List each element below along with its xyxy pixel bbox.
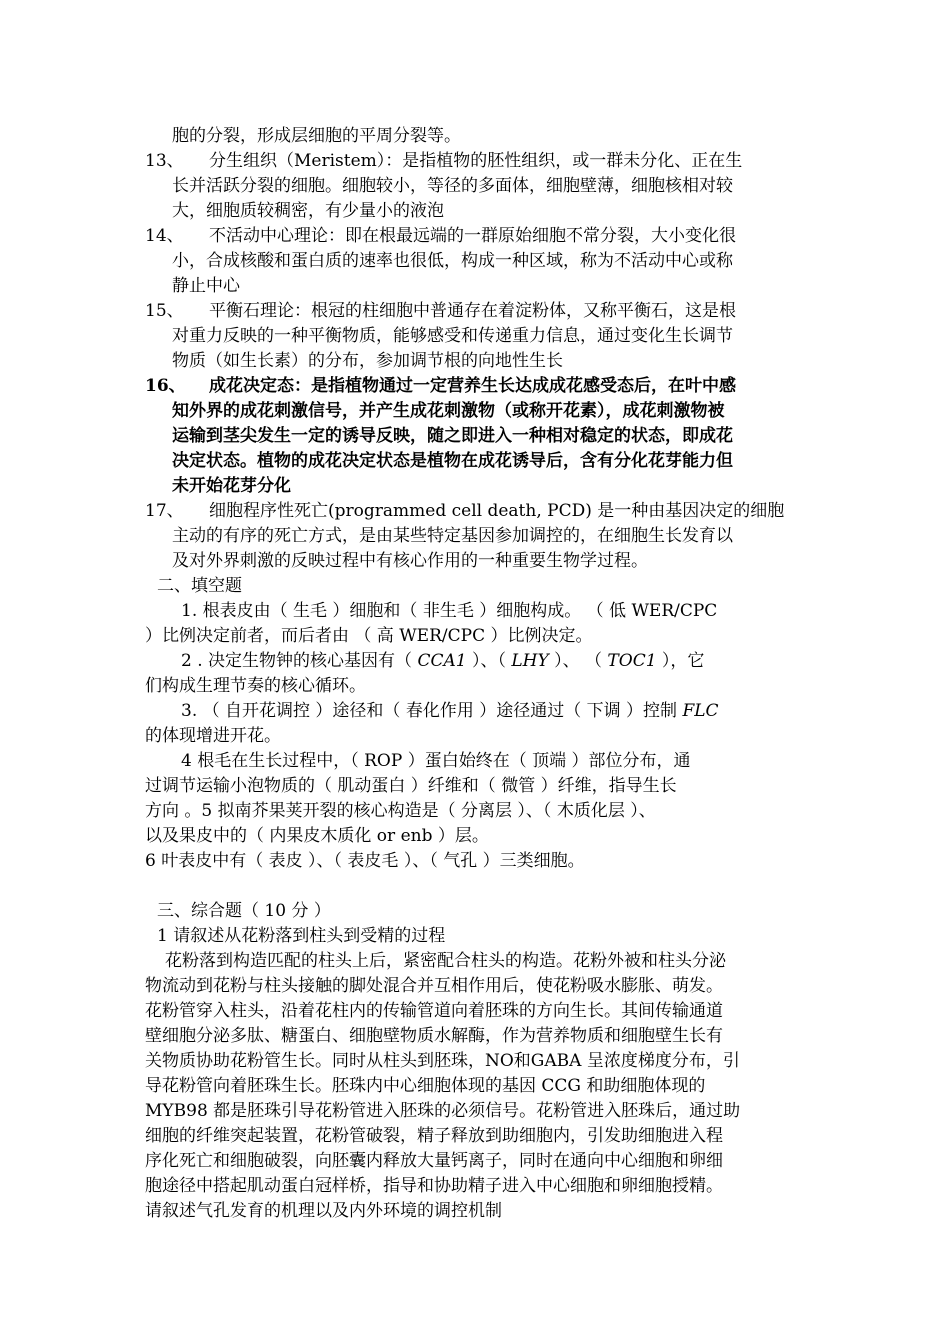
gene-name: FLC — [682, 701, 719, 721]
item-number: 16、 — [145, 376, 186, 396]
question-text: 2 . 决定生物钟的核心基因有（ — [181, 651, 418, 671]
definition-text: 决定状态。植物的成花决定状态是植物在成花诱导后，含有分化花芽能力但 — [172, 451, 733, 471]
answer-text: 序化死亡和细胞破裂，向胚囊内释放大量钙离子，同时在通向中心细胞和卵细 — [145, 1151, 723, 1171]
answer-text: 壁细胞分泌多肽、糖蛋白、细胞壁物质水解酶，作为营养物质和细胞壁生长有 — [145, 1026, 723, 1046]
definition-text: 主动的有序的死亡方式，是由某些特定基因参加调控的，在细胞生长发育以 — [172, 526, 733, 546]
definition-text: 运输到茎尖发生一定的诱导反映，随之即进入一种相对稳定的状态，即成花 — [172, 426, 733, 446]
definition-text: 细胞程序性死亡(programmed cell death, PCD) 是一种由基因决定的细胞 — [209, 501, 785, 521]
question-text: 4 根毛在生长过程中，（ ROP ）蛋白始终在（ 顶端 ）部位分布，通 — [181, 751, 691, 771]
answer-text: MYB98 都是胚珠引导花粉管进入胚珠的必须信号。花粉管进入胚珠后，通过助 — [145, 1101, 741, 1121]
fill-question-2 — [145, 649, 815, 699]
question-text: 过调节运输小泡物质的（ 肌动蛋白 ）纤维和（ 微管 ）纤维，指导生长 — [145, 776, 677, 796]
answer-text: 花粉管穿入柱头，沿着花柱内的传输管道向着胚珠的方向生长。其间传输通道 — [145, 1001, 723, 1021]
definition-text: 及对外界刺激的反映过程中有核心作用的一种重要生物学过程。 — [172, 551, 648, 571]
fill-question-6: 6 叶表皮中有（ 表皮 ）、（ 表皮毛 ）、（ 气孔 ）三类细胞。 — [145, 851, 585, 871]
gene-name: TOC1 — [607, 651, 657, 671]
definition-text: 大，细胞质较稠密，有少量小的液泡 — [172, 201, 444, 221]
blank-line — [145, 874, 815, 899]
fill-question-1 — [145, 599, 815, 649]
definition-15 — [145, 299, 815, 374]
item-number: 14、 — [145, 226, 184, 246]
answer-text: 花粉落到构造匹配的柱头上后，紧密配合柱头的构造。花粉外被和柱头分泌 — [165, 951, 726, 971]
definition-12-tail: 胞的分裂，形成层细胞的平周分裂等。 — [172, 126, 461, 146]
item-number: 15、 — [145, 301, 184, 321]
comprehensive-question-2: 请叙述气孔发育的机理以及内外环境的调控机制 — [145, 1201, 502, 1221]
question-text: 们构成生理节奏的核心循环。 — [145, 676, 366, 696]
definition-text: 平衡石理论：根冠的柱细胞中普通存在着淀粉体，又称平衡石，这是根 — [209, 301, 736, 321]
definition-16 — [145, 374, 815, 499]
question-text: 以及果皮中的（ 内果皮木质化 or enb ）层。 — [145, 826, 489, 846]
definition-text: 静止中心 — [172, 276, 240, 296]
definition-text: 未开始花芽分化 — [172, 476, 291, 496]
section-heading-comprehensive: 三、综合题（ 10 分 ） — [157, 901, 331, 921]
definition-text: 分生组织（Meristem）：是指植物的胚性组织，或一群未分化、正在生 — [209, 151, 743, 171]
question-text: ）、 （ — [548, 651, 608, 671]
fill-question-4-5 — [145, 749, 815, 849]
gene-name: LHY — [511, 651, 549, 671]
item-number: 13、 — [145, 151, 184, 171]
gene-name: CCA1 — [417, 651, 467, 671]
question-text: 方向 。5 拟南芥果荚开裂的核心构造是（ 分离层 ）、（ 木质化层 ）、 — [145, 801, 656, 821]
definition-text: 物质（如生长素）的分布，参加调节根的向地性生长 — [172, 351, 563, 371]
document-body — [145, 124, 815, 1224]
section-heading-fill-in: 二、填空题 — [157, 576, 242, 596]
definition-17 — [145, 499, 815, 574]
definition-text: 长并活跃分裂的细胞。细胞较小，等径的多面体，细胞壁薄，细胞核相对较 — [172, 176, 733, 196]
answer-text: 细胞的纤维突起装置，花粉管破裂，精子释放到助细胞内，引发助细胞进入程 — [145, 1126, 723, 1146]
definition-text: 小，合成核酸和蛋白质的速率也很低，构成一种区域，称为不活动中心或称 — [172, 251, 733, 271]
question-text: 3. （ 自开花调控 ）途径和（ 春化作用 ）途径通过（ 下调 ）控制 — [181, 701, 683, 721]
answer-text: 物流动到花粉与柱头接触的脚处混合并互相作用后，使花粉吸水膨胀、萌发。 — [145, 976, 723, 996]
comprehensive-question-1: 1 请叙述从花粉落到柱头到受精的过程 — [157, 926, 446, 946]
item-number: 17、 — [145, 501, 184, 521]
definition-text: 知外界的成花刺激信号，并产生成花刺激物（或称开花素），成花刺激物被 — [172, 401, 725, 421]
question-text: ）、（ — [466, 651, 512, 671]
answer-text: 胞途径中搭起肌动蛋白冠样桥，指导和协助精子进入中心细胞和卵细胞授精。 — [145, 1176, 723, 1196]
answer-text: 导花粉管向着胚珠生长。胚珠内中心细胞体现的基因 CCG 和助细胞体现的 — [145, 1076, 706, 1096]
answer-text: 关物质协助花粉管生长。同时从柱头到胚珠，NO和GABA 呈浓度梯度分布，引 — [145, 1051, 740, 1071]
question-text: 1. 根表皮由（ 生毛 ）细胞和（ 非生毛 ）细胞构成。 （ 低 WER/CPC — [181, 601, 718, 621]
definition-text: 对重力反映的一种平衡物质，能够感受和传递重力信息，通过变化生长调节 — [172, 326, 733, 346]
question-text: 的体现增进开花。 — [145, 726, 281, 746]
question-text: ）比例决定前者，而后者由 （ 高 WER/CPC ）比例决定。 — [145, 626, 593, 646]
fill-question-3 — [145, 699, 815, 749]
answer-paragraph — [145, 949, 815, 1199]
definition-14 — [145, 224, 815, 299]
question-text: ），它 — [656, 651, 705, 671]
definition-text: 成花决定态：是指植物通过一定营养生长达成成花感受态后，在叶中感 — [209, 376, 736, 396]
definition-13 — [145, 149, 815, 224]
definition-text: 不活动中心理论：即在根最远端的一群原始细胞不常分裂，大小变化很 — [209, 226, 736, 246]
